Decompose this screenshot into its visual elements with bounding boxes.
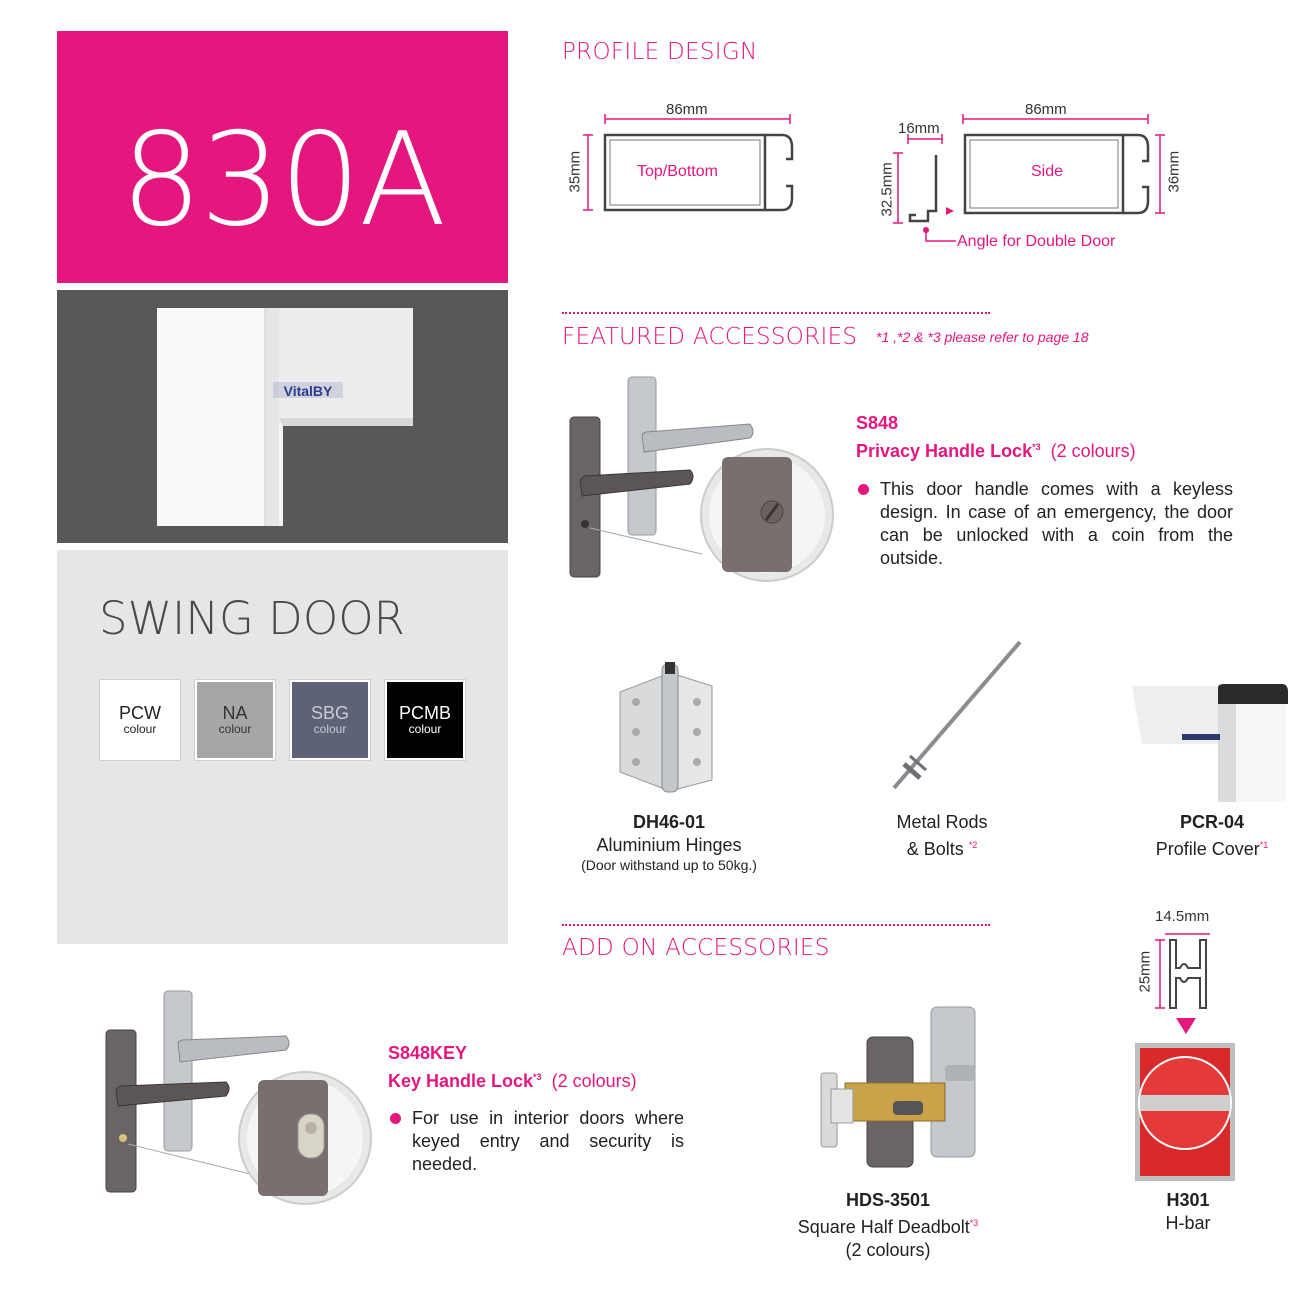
hbar-height: 25mm — [1136, 950, 1154, 993]
s848-sup: *3 — [1032, 442, 1041, 452]
featured-accessories-title: FEATURED ACCESSORIES — [562, 324, 858, 350]
model-code: 830A — [120, 106, 445, 255]
swatch-code: PCMB — [398, 703, 451, 723]
s848key-colours: (2 colours) — [551, 1071, 637, 1091]
top-bottom-width: 86mm — [666, 101, 708, 118]
model-banner — [57, 31, 508, 283]
s848-code: S848 — [856, 413, 899, 433]
cover-caption — [1138, 811, 1286, 861]
hinge-note: (Door withstand up to 50kg.) — [581, 857, 757, 873]
addon-divider — [562, 924, 990, 926]
rods-line2: & Bolts — [906, 839, 964, 859]
colour-swatch-sbg — [290, 680, 370, 760]
s848-colours: (2 colours) — [1050, 441, 1136, 461]
hbar-caption — [1138, 1189, 1238, 1235]
top-bottom-height: 35mm — [566, 150, 584, 193]
rods-sup: *2 — [968, 840, 978, 850]
product-description-panel — [57, 550, 508, 944]
product-name: SWING DOOR — [99, 592, 405, 645]
product-photo-panel — [57, 290, 508, 543]
hbar-width: 14.5mm — [1155, 908, 1210, 925]
bullet-icon — [858, 484, 869, 495]
s848key-description: For use in interior doors where keyed entry and security is needed. — [412, 1108, 684, 1174]
privacy-handle-image — [562, 372, 842, 587]
swatch-code: PCW — [119, 703, 161, 723]
hinge-code: DH46-01 — [632, 812, 706, 832]
metal-rod-image — [880, 636, 1030, 796]
s848key-code: S848KEY — [388, 1043, 468, 1063]
angle-height: 32.5mm — [878, 162, 896, 217]
swatch-code: SBG — [310, 703, 349, 723]
swatch-word: colour — [218, 722, 252, 736]
brand-logo: VitalBY — [283, 383, 333, 399]
s848-heading — [856, 435, 1136, 463]
bullet-icon — [390, 1113, 401, 1124]
hinge-image — [612, 662, 722, 797]
s848-name: Privacy Handle Lock — [856, 441, 1033, 461]
top-bottom-label: Top/Bottom — [637, 163, 718, 180]
side-height: 36mm — [1165, 150, 1183, 193]
featured-note: *1 ,*2 & *3 please refer to page 18 — [876, 329, 1089, 345]
deadbolt-name: Square Half Deadbolt — [797, 1217, 970, 1237]
deadbolt-sup: *3 — [969, 1218, 979, 1228]
hinge-name: Aluminium Hinges — [596, 835, 742, 855]
colour-swatch-na — [195, 680, 275, 760]
deadbolt-code: HDS-3501 — [845, 1190, 931, 1210]
cover-sup: *1 — [1259, 840, 1269, 850]
hbar-sign-image — [1135, 1043, 1235, 1181]
deadbolt-colours: (2 colours) — [845, 1240, 931, 1260]
colour-swatch-pcw — [100, 680, 180, 760]
swatch-word: colour — [313, 722, 347, 736]
door-frame-photo — [57, 290, 508, 543]
deadbolt-image — [805, 1005, 985, 1180]
s848key-name: Key Handle Lock — [388, 1071, 534, 1091]
angle-width: 16mm — [898, 120, 940, 137]
hbar-code: H301 — [1166, 1190, 1210, 1210]
cover-code: PCR-04 — [1179, 812, 1245, 832]
profile-design-title: PROFILE DESIGN — [562, 39, 758, 65]
key-handle-image — [100, 986, 380, 1206]
angle-label: Angle for Double Door — [957, 233, 1116, 250]
side-label: Side — [1031, 163, 1064, 180]
hbar-diagram — [1152, 928, 1222, 1038]
s848-description: This door handle comes with a keyless design. In case of an emergency, the door can be unlocked with a coin from the outside. — [880, 479, 1233, 568]
addon-accessories-title: ADD ON ACCESSORIES — [562, 935, 830, 961]
rods-line1: Metal Rods — [896, 812, 988, 832]
rods-caption — [872, 811, 1012, 861]
swatch-code: NA — [222, 703, 248, 723]
colour-swatch-pcmb — [385, 680, 465, 760]
profile-cover-image — [1132, 684, 1290, 804]
deadbolt-caption — [775, 1189, 1001, 1262]
side-width: 86mm — [1025, 101, 1067, 118]
swatch-word: colour — [123, 722, 157, 736]
hinge-caption — [560, 811, 778, 873]
hbar-name: H-bar — [1165, 1213, 1211, 1233]
featured-divider — [562, 312, 990, 314]
swatch-word: colour — [408, 722, 442, 736]
s848key-sup: *3 — [533, 1072, 542, 1082]
s848key-heading — [388, 1065, 637, 1093]
cover-name: Profile Cover — [1155, 839, 1260, 859]
